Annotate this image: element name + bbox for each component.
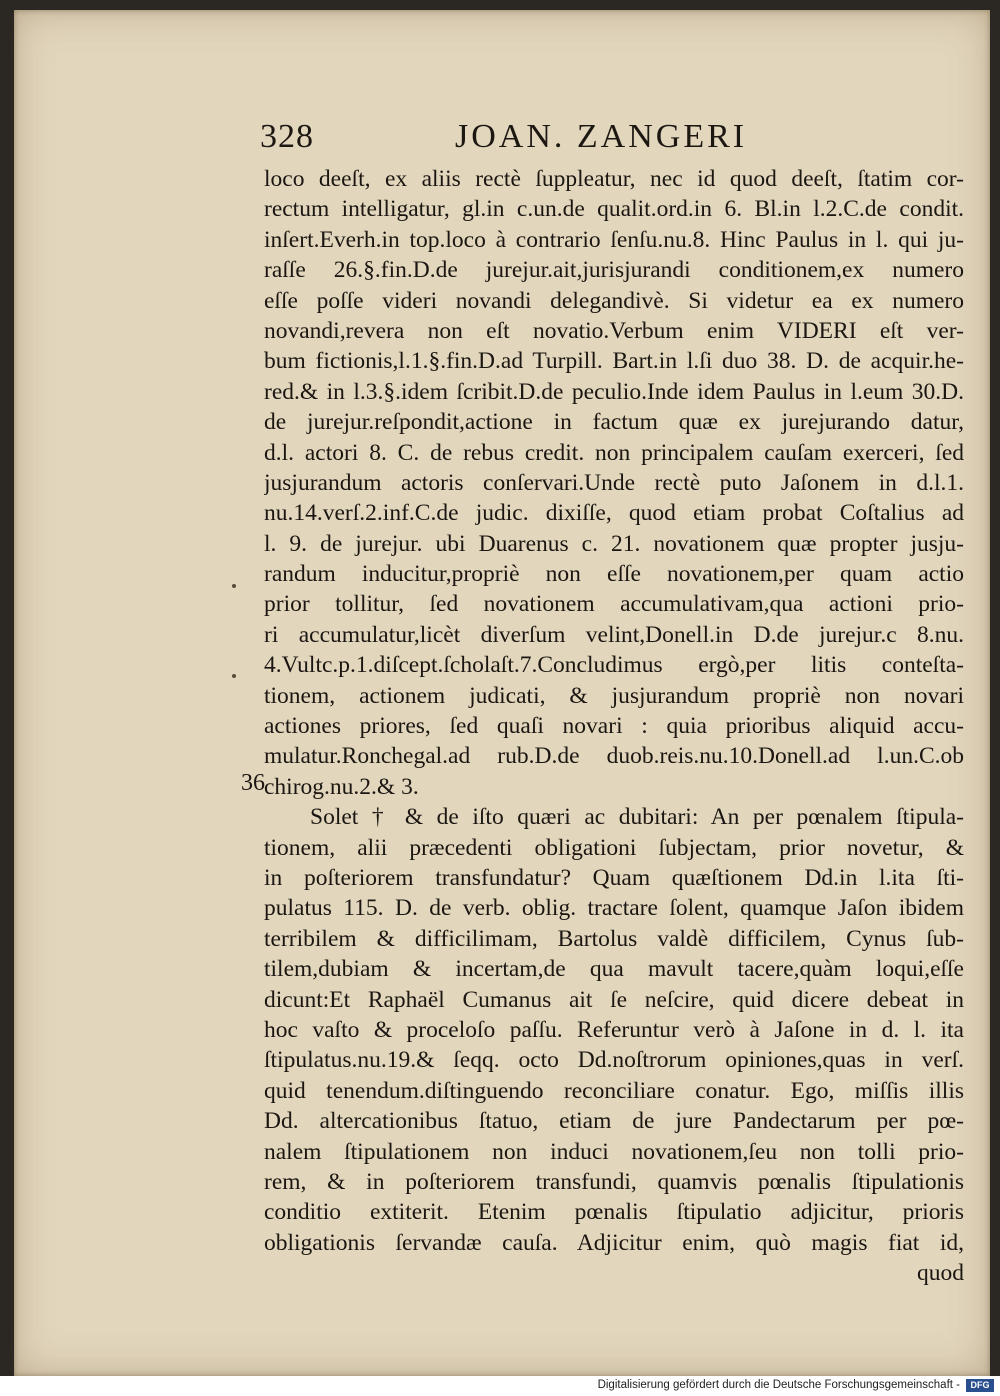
text-line: ſtipulatus.nu.19.& ſeqq. octo Dd.noſtrorum opiniones,quas in verſ.	[264, 1047, 964, 1074]
book-page	[14, 10, 990, 1376]
text-line: obligationis ſervandæ cauſa. Adjicitur enim, quò magis fiat id,	[264, 1229, 964, 1256]
text-line: hoc vaſto & proceloſo paſſu. Referuntur verò à Jaſone in d. l. ita	[264, 1016, 964, 1043]
text-line: nalem ſtipulationem non induci novationem,ſeu non tolli prio-	[264, 1138, 964, 1165]
text-line: jusjurandum actoris conſervari.Unde rectè puto Jaſonem in d.l.1.	[264, 469, 964, 496]
margin-ink-spot	[232, 584, 236, 588]
text-line: d.l. actori 8. C. de rebus credit. non principalem cauſam exerceri, ſed	[264, 439, 964, 466]
text-line: red.& in l.3.§.idem ſcribit.D.de peculio.Inde idem Paulus in l.eum 30.D.	[264, 378, 964, 405]
text-line: pulatus 115. D. de verb. oblig. tractare ſolent, quamque Jaſon ibidem	[264, 895, 964, 922]
text-line: 4.Vultc.p.1.diſcept.ſcholaſt.7.Concludimus ergò,per litis conteſta-	[264, 652, 964, 679]
margin-section-number: 36	[241, 770, 265, 796]
page-header	[260, 118, 820, 164]
page-inner	[14, 10, 990, 1376]
dfg-logo: DFG	[966, 1379, 994, 1392]
text-line: mulatur.Ronchegal.ad rub.D.de duob.reis.nu.10.Donell.ad l.un.C.ob	[264, 743, 964, 770]
running-title: JOAN. ZANGERI	[455, 118, 748, 155]
text-line: raſſe 26.§.fin.D.de jurejur.ait,jurisjurandi conditionem,ex numero	[264, 257, 964, 284]
text-line: loco deeſt, ex aliis rectè ſuppleatur, nec id quod deeſt, ſtatim cor-	[264, 166, 964, 192]
text-line: dicunt:Et Raphaël Cumanus ait ſe neſcire, quid dicere debeat in	[264, 986, 964, 1013]
text-line: Dd. altercationibus ſtatuo, etiam de jure Pandectarum per pœ-	[264, 1108, 964, 1135]
text-line: Solet † & de iſto quæri ac dubitari: An per pœnalem ſtipula-	[310, 804, 964, 831]
text-line: ri accumulatur,licèt diverſum velint,Donell.in D.de jurejur.c 8.nu.	[264, 621, 964, 648]
text-line: nu.14.verſ.2.inf.C.de judic. dixiſſe, quod etiam probat Coſtalius ad	[264, 500, 964, 527]
text-line: eſſe poſſe videri novandi delegandivè. Si videtur ea ex numero	[264, 287, 964, 314]
text-line: actiones priores, ſed quaſi novari : quia prioribus aliquid accu-	[264, 713, 964, 740]
text-line: conditio extiterit. Etenim pœnalis ſtipulatio adjicitur, prioris	[264, 1199, 964, 1226]
page-number: 328	[260, 118, 314, 155]
body-text	[264, 164, 964, 1288]
text-line: rem, & in poſteriorem transfundi, quamvis pœnalis ſtipulationis	[264, 1168, 964, 1195]
text-line: rectum intelligatur, gl.in c.un.de qualit.ord.in 6. Bl.in l.2.C.de condit.	[264, 196, 964, 223]
text-line: quod	[917, 1260, 964, 1287]
text-line: tilem,dubiam & incertam,de qua mavult tacere,quàm loqui,eſſe	[264, 956, 964, 983]
text-line: tionem, actionem judicati, & jusjurandum propriè non novari	[264, 682, 964, 709]
text-line: inſert.Everh.in top.loco à contrario ſenſu.nu.8. Hinc Paulus in l. qui ju-	[264, 226, 964, 253]
text-line: l. 9. de jurejur. ubi Duarenus c. 21. novationem quæ propter jusju-	[264, 530, 964, 557]
text-line: terribilem & difficilimam, Bartolus valdè difficilem, Cynus ſub-	[264, 925, 964, 952]
text-line: quid tenendum.diſtinguendo reconciliare conatur. Ego, miſſis illis	[264, 1077, 964, 1104]
text-line: tionem, alii præcedenti obligationi ſubjectam, prior novetur, &	[264, 834, 964, 861]
margin-ink-spot	[232, 674, 236, 678]
text-line: randum inducitur,propriè non eſſe novationem,per quam actio	[264, 561, 964, 588]
text-line: novandi,revera non eſt novatio.Verbum enim VIDERI eſt ver-	[264, 317, 964, 344]
footer-credit: Digitalisierung gefördert durch die Deutsche Forschungsgemeinschaft -	[597, 1379, 960, 1391]
text-line: in poſteriorem transfundatur? Quam quæſtionem Dd.in l.ita ſti-	[264, 864, 964, 891]
text-line: bum fictionis,l.1.§.fin.D.ad Turpill. Bart.in l.ſi duo 38. D. de acquir.he-	[264, 348, 964, 375]
text-line: chirog.nu.2.& 3.	[264, 773, 419, 800]
footer-bar	[0, 1376, 1000, 1396]
text-line: de jurejur.reſpondit,actione in factum quæ ex jurejurando datur,	[264, 409, 964, 436]
text-line: prior tollitur, ſed novationem accumulativam,qua actioni prio-	[264, 591, 964, 618]
